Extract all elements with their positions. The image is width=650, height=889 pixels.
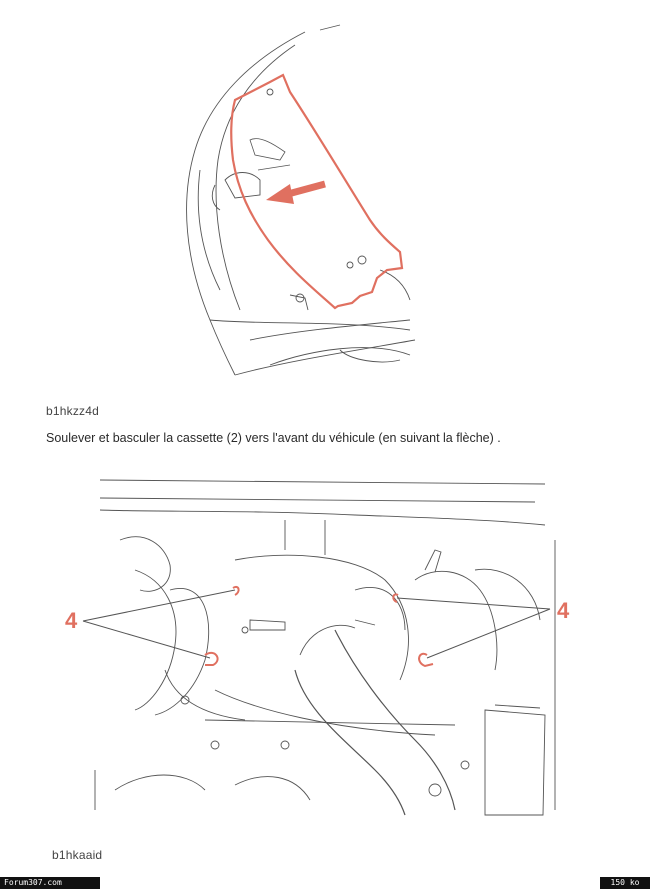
direction-arrow [266,184,325,204]
engine-illustration [55,470,600,820]
site-watermark: Forum307.com [0,877,100,889]
callout-label-left: 4 [65,608,78,633]
figure-reference-top: b1hkzz4d [46,404,99,418]
cassette-outline [231,75,402,308]
callout-leaders [83,590,550,658]
engine-bay-lines [187,25,415,375]
file-size-label: 150 ko [600,877,650,889]
callout-label-right: 4 [557,598,570,623]
instruction-caption: Soulever et basculer la cassette (2) vers l'avant du véhicule (en suivant la flèche) . [46,431,501,445]
cassette-illustration [140,20,440,380]
engine-lines [95,480,555,815]
figure-reference-bottom: b1hkaaid [52,848,103,862]
